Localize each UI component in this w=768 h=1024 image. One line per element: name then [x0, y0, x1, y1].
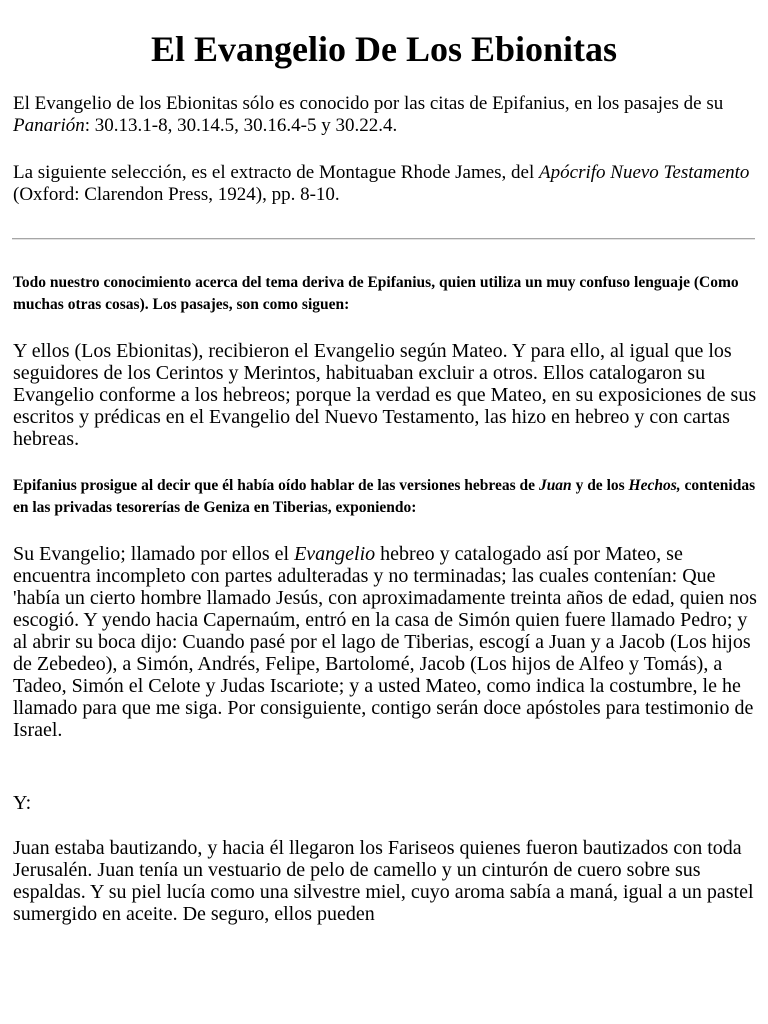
intro-2-text-end: (Oxford: Clarendon Press, 1924), pp. 8-10.	[13, 184, 340, 205]
note-2-italic-juan: Juan	[538, 477, 572, 494]
body-paragraph-1: Y ellos (Los Ebionitas), recibieron el Evangelio según Mateo. Y para ello, al igual que los seguidores de los Cerintos y Merintos, habituaban excluir a otros. Ellos catalogaron su Evangelio conforme a los hebreos; porque la verdad es que Mateo, en su exposiciones de sus escritos y prédicas en el Evangelio del Nuevo Testamento, las hizo en hebreo y con cartas hebreas.	[13, 340, 757, 450]
bold-note-2	[13, 475, 758, 519]
para-2-text-end: hebreo y catalogado así por Mateo, se encuentra incompleto con partes adulteradas y no terminadas; las cuales contenían: Que 'había un cierto hombre llamado Jesús, con aproximadamente treinta años de edad, quien nos escogió. Y yendo hacia Capernaúm, entró en la casa de Simón quien fuere llamado Pedro; y al abrir su boca dijo: Cuando pasé por el lago de Tiberias, escogí a Juan y a Jacob (Los hijos de Zebedeo), a Simón, Andrés, Felipe, Bartolomé, Jacob (Los hijos de Alfeo y Tomás), a Tadeo, Simón el Celote y Judas Iscariote; y a usted Mateo, como indica la costumbre, le he llamado para que me siga. Por consiguiente, contigo serán doce apóstoles para testimonio de Israel.	[13, 543, 757, 741]
body-paragraph-3: Y:	[13, 792, 32, 814]
body-paragraph-4: Juan estaba bautizando, y hacia él llegaron los Fariseos quienes fueron bautizados con toda Jerusalén. Juan tenía un vestuario de pelo de camello y un cinturón de cuero sobre sus espaldas. Y su piel lucía como una silvestre miel, cuyo aroma sabía a maná, igual a un pastel sumergido en aceite. De seguro, ellos pueden	[13, 837, 754, 925]
note-2-text: Epifanius prosigue al decir que él había oído hablar de las versiones hebreas de	[13, 477, 539, 494]
intro-paragraph-1	[13, 93, 758, 137]
intro-paragraph-2	[13, 162, 758, 206]
intro-1-text-end: : 30.13.1-8, 30.14.5, 30.16.4-5 y 30.22.4.	[84, 115, 398, 136]
para-2-italic: Evangelio	[294, 543, 376, 565]
note-2-text-mid: y de los	[571, 477, 629, 494]
intro-1-text: El Evangelio de los Ebionitas sólo es conocido por las citas de Epifanius, en los pasajes de su	[13, 93, 724, 114]
page-title: El Evangelio De Los Ebionitas	[150, 29, 618, 69]
horizontal-divider	[12, 238, 755, 240]
note-2-text-end: contenidas en las privadas tesorerías de Geniza en Tiberias, exponiendo:	[13, 477, 756, 516]
body-paragraph-2	[13, 543, 758, 741]
note-2-italic-hechos: Hechos,	[628, 477, 681, 494]
bold-note-1: Todo nuestro conocimiento acerca del tema deriva de Epifanius, quien utiliza un muy confuso lenguaje (Como muchas otras cosas). Los pasajes, son como siguen:	[13, 274, 739, 313]
intro-1-italic: Panarión	[13, 115, 85, 136]
para-2-text: Su Evangelio; llamado por ellos el	[13, 543, 295, 565]
intro-2-text: La siguiente selección, es el extracto de Montague Rhode James, del	[13, 162, 540, 183]
intro-2-italic: Apócrifo Nuevo Testamento	[539, 162, 750, 183]
